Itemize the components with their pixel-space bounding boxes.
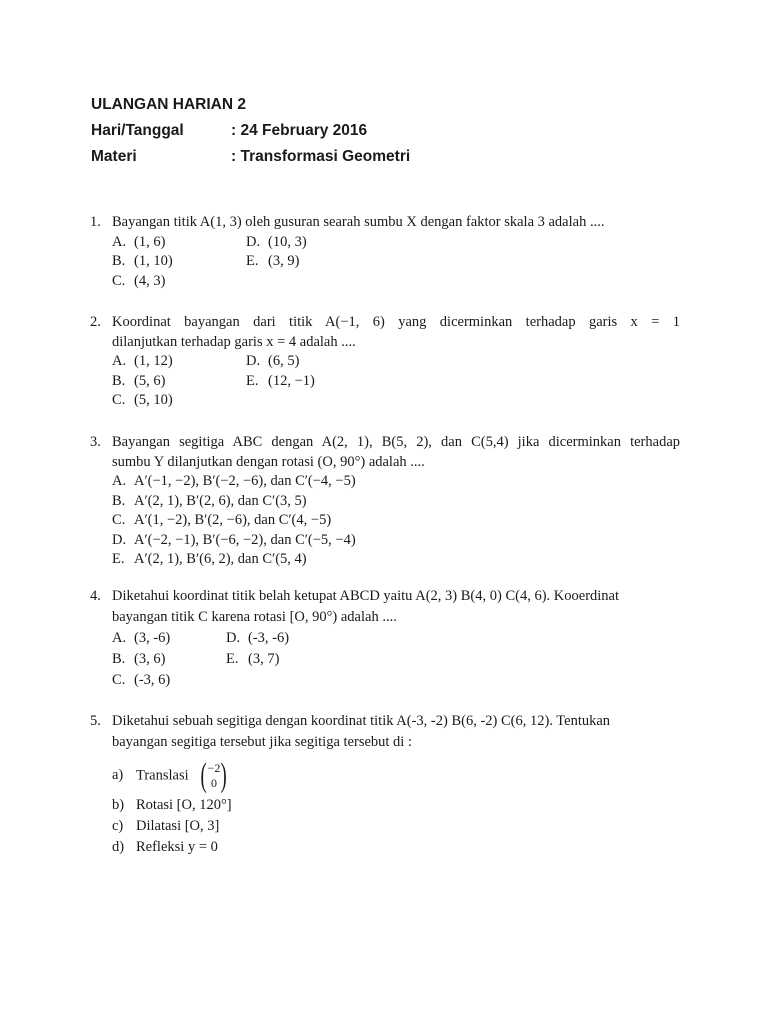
option-key: E.: [246, 372, 259, 389]
option-value: (1, 10): [134, 253, 173, 269]
subitem-value: Refleksi y = 0: [136, 839, 218, 855]
option-a: [112, 233, 165, 253]
question-1: [90, 213, 680, 291]
option-a: [112, 352, 173, 372]
option-key: E.: [112, 551, 125, 567]
subitem-a: [112, 759, 230, 793]
option-value: A′(−2, −1), B′(−6, −2), dan C′(−5, −4): [134, 531, 356, 548]
question-text-continued: bayangan titik C karena rotasi [O, 90°) adalah ....: [112, 609, 397, 625]
question-text-continued: bayangan segitiga tersebut jika segitiga tersebut di :: [112, 734, 412, 750]
date-row: [91, 118, 410, 144]
option-key: D.: [246, 233, 261, 250]
worksheet-title: ULANGAN HARIAN 2: [91, 96, 246, 113]
option-c: [112, 511, 331, 531]
subject-label: Materi: [91, 148, 137, 165]
question-text: Diketahui sebuah segitiga dengan koordinat titik A(-3, -2) B(6, -2) C(6, 12). Tentukan: [112, 713, 611, 729]
vector-bottom: 0: [210, 776, 217, 790]
subitem-b: [112, 797, 232, 814]
question-text: Bayangan segitiga ABC dengan A(2, 1), B(5, 2), dan C(5,4) jika dicerminkan terhadap: [112, 434, 680, 450]
subitem-key: c): [112, 818, 124, 834]
subject-value: : Transformasi Geometri: [231, 148, 411, 165]
option-key: C.: [112, 392, 126, 408]
option-key: B.: [112, 651, 126, 667]
option-c: [112, 272, 165, 292]
right-paren-icon: ): [220, 757, 228, 794]
option-key: B.: [112, 492, 126, 509]
subitem-key: d): [112, 839, 125, 855]
question-text: Koordinat bayangan dari titik A(−1, 6) yang dicerminkan terhadap garis x = 1: [112, 314, 680, 330]
date-value: : 24 February 2016: [231, 122, 368, 139]
option-e: [112, 550, 307, 570]
option-value: (3, -6): [134, 630, 171, 646]
option-value: (6, 5): [268, 353, 300, 369]
option-value: (-3, 6): [134, 672, 171, 688]
option-d: [112, 531, 356, 551]
question-number: 1.: [90, 214, 101, 230]
option-value: (5, 6): [134, 372, 166, 389]
subitem-value: Translasi: [136, 767, 189, 784]
option-value: (3, 6): [134, 651, 166, 667]
option-value: (-3, -6): [248, 630, 290, 646]
subitem-key: b): [112, 797, 125, 813]
option-b: [112, 252, 173, 272]
option-d: [246, 233, 307, 253]
question-3: [90, 433, 680, 570]
option-key: D.: [112, 531, 127, 548]
subitem-key: a): [112, 767, 124, 784]
option-value: (4, 3): [134, 272, 166, 289]
option-d: [246, 352, 299, 372]
option-a: [112, 472, 356, 492]
question-5: [90, 711, 680, 861]
option-value: A′(−1, −2), B′(−2, −6), dan C′(−4, −5): [134, 473, 356, 489]
option-c: [112, 391, 173, 411]
option-b: [112, 372, 165, 392]
question-number: 5.: [90, 713, 101, 729]
option-value: (5, 10): [134, 392, 173, 408]
option-e: [246, 252, 299, 272]
option-key: A.: [112, 630, 127, 646]
option-key: E.: [246, 253, 259, 269]
option-key: D.: [246, 353, 261, 369]
option-key: E.: [226, 651, 239, 667]
option-e: [246, 372, 315, 392]
option-value: (12, −1): [268, 372, 315, 389]
subitem-d: [112, 839, 218, 856]
left-paren-icon: (: [200, 757, 208, 794]
option-key: D.: [226, 630, 241, 646]
question-text-continued: dilanjutkan terhadap garis x = 4 adalah ....: [112, 333, 356, 350]
question-number: 3.: [90, 434, 101, 450]
question-2: [90, 313, 680, 411]
option-key: A.: [112, 353, 127, 369]
question-text-continued: sumbu Y dilanjutkan dengan rotasi (O, 90°) adalah ....: [112, 453, 425, 470]
option-value: A′(1, −2), B′(2, −6), dan C′(4, −5): [134, 512, 332, 528]
question-number: 2.: [90, 314, 101, 330]
option-value: (10, 3): [268, 233, 307, 250]
option-key: B.: [112, 253, 126, 269]
option-key: A.: [112, 473, 127, 489]
option-c: [112, 670, 170, 691]
option-b: [112, 492, 307, 512]
question-number: 4.: [90, 588, 101, 604]
subitem-value: Dilatasi [O, 3]: [136, 818, 220, 834]
option-value: A′(2, 1), B′(6, 2), dan C′(5, 4): [134, 551, 307, 567]
option-key: B.: [112, 372, 126, 389]
option-e: [226, 649, 279, 670]
option-value: (3, 7): [248, 651, 280, 667]
subject-row: [91, 144, 410, 170]
question-text: Diketahui koordinat titik belah ketupat ABCD yaitu A(2, 3) B(4, 0) C(4, 6). Kooerdinat: [112, 588, 620, 604]
option-a: [112, 628, 170, 649]
option-key: C.: [112, 272, 126, 289]
option-value: (1, 12): [134, 353, 173, 369]
subitem-value: Rotasi [O, 120°]: [136, 797, 232, 813]
option-value: (3, 9): [268, 253, 300, 269]
date-label: Hari/Tanggal: [91, 122, 184, 139]
option-b: [112, 649, 165, 670]
question-4: [90, 586, 680, 691]
option-d: [226, 628, 289, 649]
vector-top: −2: [207, 761, 221, 775]
option-key: A.: [112, 233, 127, 250]
option-key: C.: [112, 672, 126, 688]
option-key: C.: [112, 512, 126, 528]
worksheet-header: [91, 92, 410, 170]
option-value: A′(2, 1), B′(2, 6), dan C′(3, 5): [134, 492, 307, 509]
question-text: Bayangan titik A(1, 3) oleh gusuran searah sumbu X dengan faktor skala 3 adalah ....: [112, 214, 605, 230]
translation-vector: [198, 759, 229, 793]
option-value: (1, 6): [134, 233, 166, 250]
subitem-c: [112, 818, 219, 835]
